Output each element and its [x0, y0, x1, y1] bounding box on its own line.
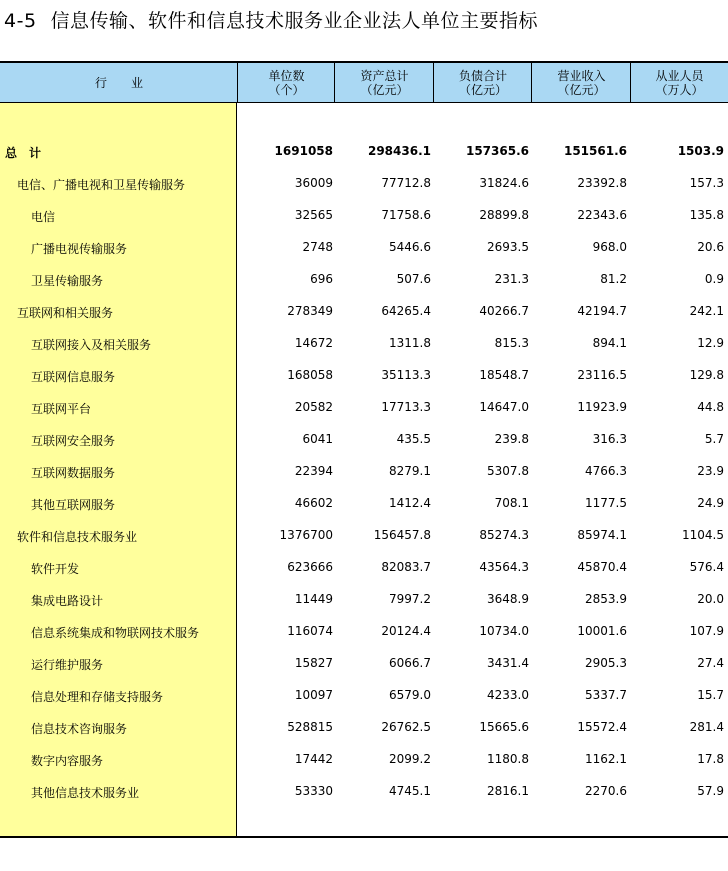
cell-employees: 242.1: [689, 304, 724, 318]
row-industry-name: 信息系统集成和物联网技术服务: [31, 626, 200, 640]
cell-employees: 20.6: [697, 240, 724, 254]
cell-revenue: 151561.6: [563, 144, 627, 158]
cell-employees: 27.4: [697, 656, 724, 670]
cell-revenue: 2270.6: [585, 784, 627, 798]
cell-liabilities: 10734.0: [479, 624, 529, 638]
cell-units: 32565: [294, 208, 333, 222]
cell-liabilities: 14647.0: [479, 400, 529, 414]
cell-liabilities: 3431.4: [487, 656, 529, 670]
header-col-units-unit: （个）: [268, 82, 305, 97]
table-row: [0, 456, 728, 488]
row-industry-name: 集成电路设计: [31, 594, 104, 608]
table-row: [0, 424, 728, 456]
cell-employees: 15.7: [697, 688, 724, 702]
cell-assets: 64265.4: [381, 304, 431, 318]
header-col-units: [237, 63, 335, 102]
row-industry-name: 互联网安全服务: [31, 434, 116, 448]
cell-assets: 17713.3: [381, 400, 431, 414]
table-header: [0, 63, 728, 103]
cell-units: 11449: [294, 592, 333, 606]
row-industry-name: 软件开发: [31, 562, 80, 576]
cell-assets: 71758.6: [381, 208, 431, 222]
cell-liabilities: 2693.5: [487, 240, 529, 254]
total-row: [0, 136, 728, 168]
cell-liabilities: 3648.9: [487, 592, 529, 606]
cell-units: 15827: [294, 656, 333, 670]
table-row: [0, 328, 728, 360]
header-col-revenue-unit: （亿元）: [557, 82, 606, 97]
row-industry-name: 互联网平台: [31, 402, 92, 416]
row-industry-name: 互联网信息服务: [31, 370, 116, 384]
cell-revenue: 15572.4: [577, 720, 627, 734]
cell-employees: 0.9: [704, 272, 724, 286]
cell-employees: 5.7: [704, 432, 724, 446]
header-col-liabilities-unit: （亿元）: [458, 82, 507, 97]
cell-units: 36009: [294, 176, 333, 190]
cell-units: 278349: [287, 304, 333, 318]
table-row: [0, 648, 728, 680]
cell-revenue: 10001.6: [577, 624, 627, 638]
cell-revenue: 11923.9: [577, 400, 627, 414]
header-col-liabilities-name: 负债合计: [458, 68, 507, 83]
cell-units: 22394: [294, 464, 333, 478]
table-row: [0, 392, 728, 424]
row-industry-name: 互联网数据服务: [31, 466, 116, 480]
cell-assets: 435.5: [396, 432, 431, 446]
header-col-employees-unit: （万人）: [655, 82, 704, 97]
cell-units: 1376700: [279, 528, 333, 542]
cell-revenue: 5337.7: [585, 688, 627, 702]
header-col-units-name: 单位数: [268, 68, 305, 83]
cell-employees: 20.0: [697, 592, 724, 606]
cell-revenue: 22343.6: [577, 208, 627, 222]
cell-liabilities: 708.1: [494, 496, 529, 510]
header-industry-label: 行 业: [94, 75, 143, 90]
cell-revenue: 23116.5: [577, 368, 627, 382]
cell-units: 6041: [302, 432, 333, 446]
table-row: [0, 264, 728, 296]
cell-liabilities: 43564.3: [479, 560, 529, 574]
table-row: [0, 552, 728, 584]
row-industry-name: 信息处理和存储支持服务: [31, 690, 164, 704]
row-industry-name: 其他信息技术服务业: [31, 786, 140, 800]
cell-revenue: 968.0: [592, 240, 627, 254]
cell-liabilities: 2816.1: [487, 784, 529, 798]
cell-assets: 6066.7: [389, 656, 431, 670]
header-col-assets-unit: （亿元）: [360, 82, 409, 97]
cell-units: 10097: [294, 688, 333, 702]
table-title: 信息传输、软件和信息技术服务业企业法人单位主要指标: [50, 10, 539, 32]
cell-assets: 82083.7: [381, 560, 431, 574]
cell-revenue: 1162.1: [585, 752, 627, 766]
cell-employees: 157.3: [689, 176, 724, 190]
page-title: [4, 6, 538, 33]
cell-units: 46602: [294, 496, 333, 510]
row-industry-name: 卫星传输服务: [31, 274, 104, 288]
cell-assets: 35113.3: [381, 368, 431, 382]
header-col-revenue: [531, 63, 631, 102]
cell-liabilities: 815.3: [494, 336, 529, 350]
row-industry-name: 运行维护服务: [31, 658, 104, 672]
table-row: [0, 680, 728, 712]
cell-units: 53330: [294, 784, 333, 798]
cell-units: 623666: [287, 560, 333, 574]
cell-units: 1691058: [274, 144, 333, 158]
cell-employees: 1503.9: [677, 144, 724, 158]
cell-employees: 576.4: [689, 560, 724, 574]
header-col-assets-name: 资产总计: [360, 68, 409, 83]
cell-liabilities: 31824.6: [479, 176, 529, 190]
cell-assets: 7997.2: [389, 592, 431, 606]
table-number: 4-5: [4, 10, 37, 32]
header-col-revenue-name: 营业收入: [557, 68, 606, 83]
cell-revenue: 85974.1: [577, 528, 627, 542]
cell-units: 20582: [294, 400, 333, 414]
cell-liabilities: 231.3: [494, 272, 529, 286]
cell-liabilities: 15665.6: [479, 720, 529, 734]
cell-employees: 12.9: [697, 336, 724, 350]
cell-units: 696: [310, 272, 333, 286]
bottom-rule: [0, 836, 728, 838]
cell-liabilities: 85274.3: [479, 528, 529, 542]
cell-assets: 298436.1: [367, 144, 431, 158]
row-industry-name: 互联网接入及相关服务: [31, 338, 152, 352]
row-industry-name: 信息技术咨询服务: [31, 722, 128, 736]
cell-employees: 281.4: [689, 720, 724, 734]
cell-employees: 17.8: [697, 752, 724, 766]
cell-units: 168058: [287, 368, 333, 382]
table-row: [0, 232, 728, 264]
cell-employees: 44.8: [697, 400, 724, 414]
cell-employees: 24.9: [697, 496, 724, 510]
cell-units: 17442: [294, 752, 333, 766]
cell-assets: 1412.4: [389, 496, 431, 510]
header-industry: [0, 63, 238, 102]
cell-assets: 8279.1: [389, 464, 431, 478]
row-industry-name: 其他互联网服务: [31, 498, 116, 512]
cell-assets: 77712.8: [381, 176, 431, 190]
cell-units: 116074: [287, 624, 333, 638]
cell-assets: 2099.2: [389, 752, 431, 766]
cell-revenue: 23392.8: [577, 176, 627, 190]
header-col-employees: [630, 63, 728, 102]
row-industry-name: 总 计: [5, 146, 42, 160]
cell-assets: 6579.0: [389, 688, 431, 702]
cell-assets: 507.6: [396, 272, 431, 286]
row-industry-name: 广播电视传输服务: [31, 242, 128, 256]
table-row: [0, 584, 728, 616]
cell-units: 14672: [294, 336, 333, 350]
table-row: [0, 616, 728, 648]
cell-revenue: 2905.3: [585, 656, 627, 670]
cell-revenue: 81.2: [600, 272, 627, 286]
cell-assets: 26762.5: [381, 720, 431, 734]
table-row: [0, 168, 728, 200]
cell-employees: 135.8: [689, 208, 724, 222]
cell-assets: 20124.4: [381, 624, 431, 638]
cell-revenue: 1177.5: [585, 496, 627, 510]
cell-employees: 57.9: [697, 784, 724, 798]
cell-units: 528815: [287, 720, 333, 734]
cell-revenue: 2853.9: [585, 592, 627, 606]
cell-assets: 1311.8: [389, 336, 431, 350]
cell-employees: 129.8: [689, 368, 724, 382]
table-row: [0, 200, 728, 232]
cell-units: 2748: [302, 240, 333, 254]
row-industry-name: 数字内容服务: [31, 754, 104, 768]
cell-liabilities: 5307.8: [487, 464, 529, 478]
cell-assets: 5446.6: [389, 240, 431, 254]
cell-liabilities: 239.8: [494, 432, 529, 446]
row-industry-name: 电信: [31, 210, 56, 224]
cell-liabilities: 4233.0: [487, 688, 529, 702]
cell-employees: 1104.5: [682, 528, 724, 542]
cell-employees: 107.9: [689, 624, 724, 638]
cell-revenue: 45870.4: [577, 560, 627, 574]
header-col-assets: [334, 63, 434, 102]
cell-revenue: 894.1: [592, 336, 627, 350]
cell-assets: 4745.1: [389, 784, 431, 798]
header-col-employees-name: 从业人员: [655, 68, 704, 83]
table-row: [0, 360, 728, 392]
table-row: [0, 520, 728, 552]
table-row: [0, 776, 728, 808]
header-col-liabilities: [433, 63, 532, 102]
cell-revenue: 4766.3: [585, 464, 627, 478]
cell-revenue: 316.3: [592, 432, 627, 446]
table-row: [0, 488, 728, 520]
cell-liabilities: 18548.7: [479, 368, 529, 382]
row-industry-name: 互联网和相关服务: [17, 306, 114, 320]
cell-employees: 23.9: [697, 464, 724, 478]
table-row: [0, 296, 728, 328]
table-row: [0, 712, 728, 744]
row-industry-name: 软件和信息技术服务业: [17, 530, 138, 544]
cell-revenue: 42194.7: [577, 304, 627, 318]
cell-assets: 156457.8: [373, 528, 431, 542]
table-row: [0, 744, 728, 776]
cell-liabilities: 28899.8: [479, 208, 529, 222]
row-industry-name: 电信、广播电视和卫星传输服务: [17, 178, 186, 192]
cell-liabilities: 40266.7: [479, 304, 529, 318]
cell-liabilities: 1180.8: [487, 752, 529, 766]
cell-liabilities: 157365.6: [465, 144, 529, 158]
